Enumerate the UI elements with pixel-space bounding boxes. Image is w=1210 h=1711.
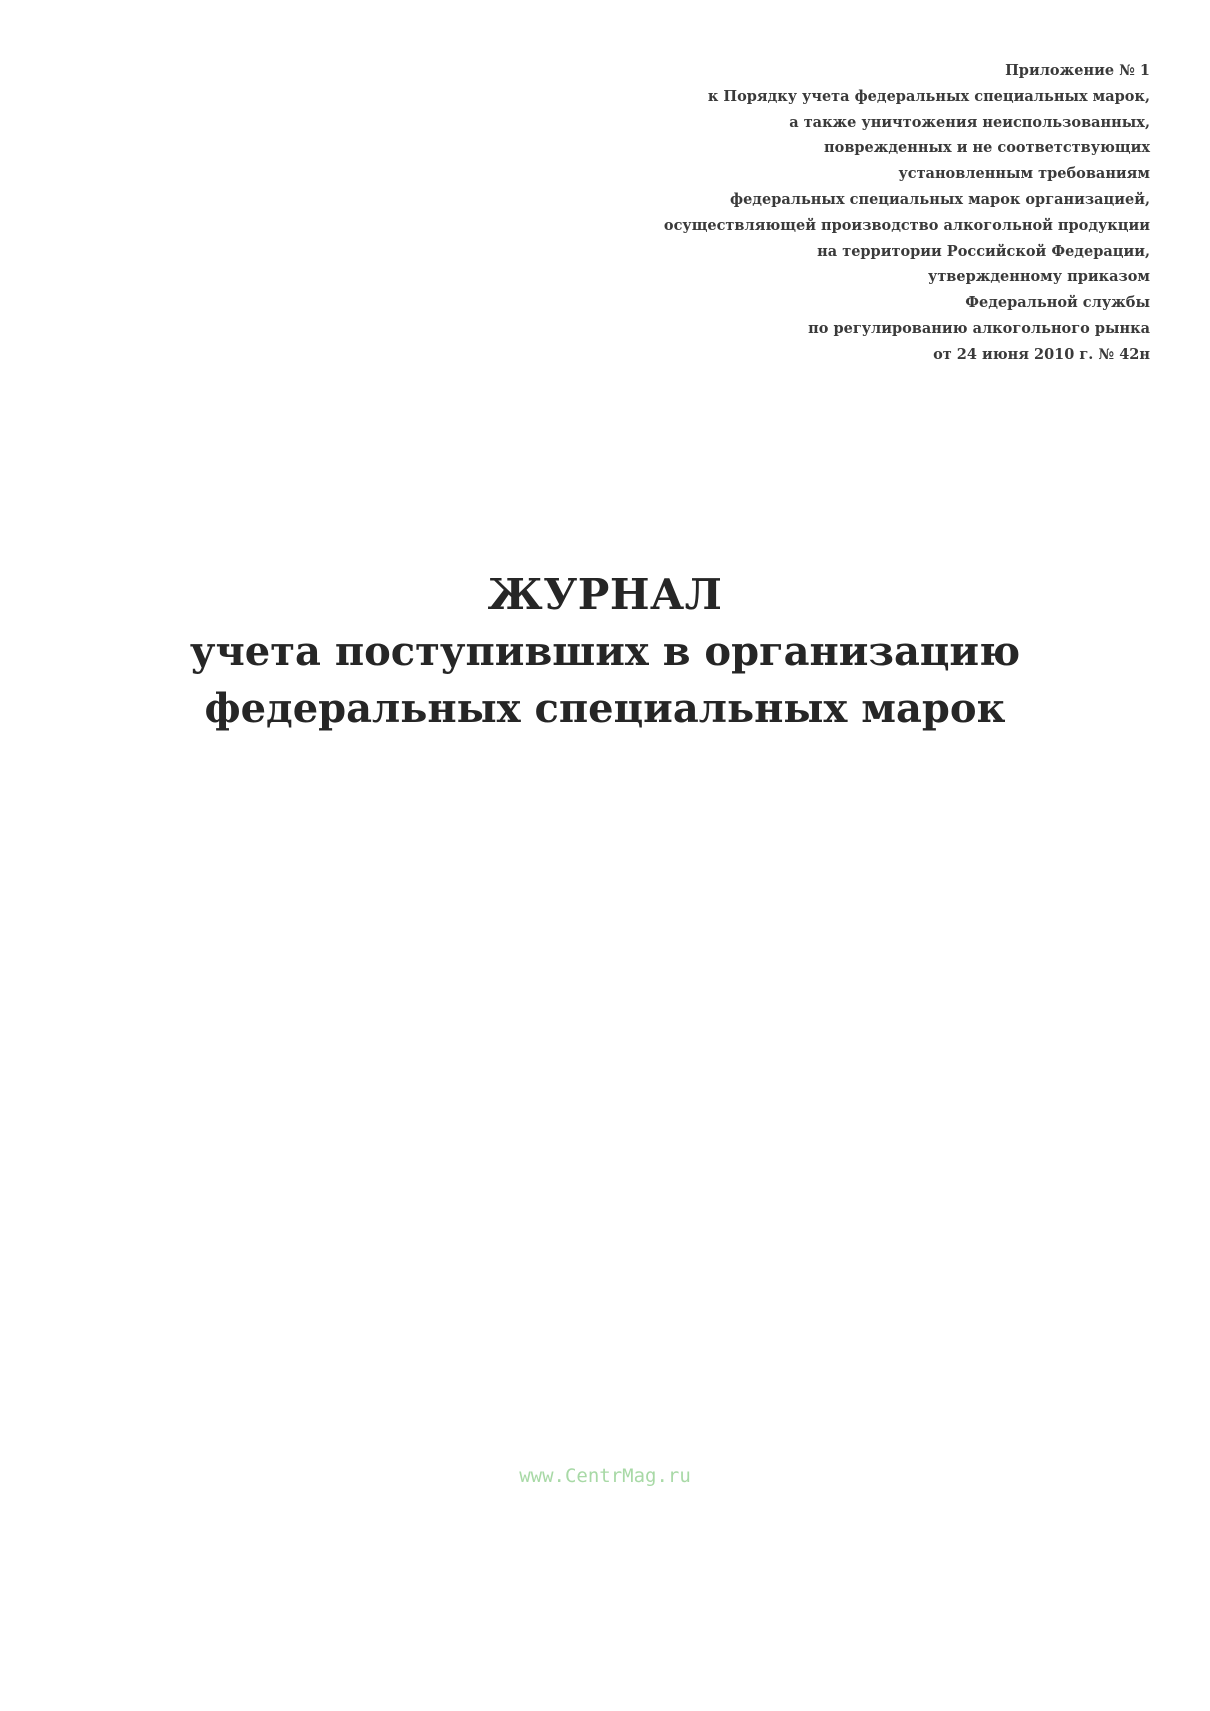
annex-line: а также уничтожения неиспользованных,	[789, 113, 1150, 131]
watermark-url: www.CentrMag.ru	[519, 1465, 691, 1487]
annex-line: установленным требованиям	[898, 165, 1150, 183]
annex-line: Приложение № 1	[1005, 62, 1150, 79]
title-subtitle-line-1: учета поступивших в организацию	[189, 628, 1021, 675]
annex-reference-block	[530, 58, 1150, 368]
annex-line: по регулированию алкогольного рынка	[808, 319, 1150, 337]
document-title	[0, 567, 1210, 737]
annex-line: федеральных специальных марок организацией,	[730, 190, 1150, 208]
title-subtitle-line-2: федеральных специальных марок	[204, 685, 1006, 732]
annex-line: Федеральной службы	[965, 294, 1150, 312]
annex-line: к Порядку учета федеральных специальных марок,	[707, 87, 1150, 105]
annex-line: утвержденному приказом	[928, 268, 1150, 286]
annex-line: осуществляющей производство алкогольной продукции	[663, 216, 1150, 234]
title-main: ЖУРНАЛ	[487, 570, 723, 619]
annex-line: на территории Российской Федерации,	[817, 242, 1150, 260]
annex-line: поврежденных и не соответствующих	[824, 139, 1150, 157]
annex-line: от 24 июня 2010 г. № 42н	[933, 345, 1150, 363]
